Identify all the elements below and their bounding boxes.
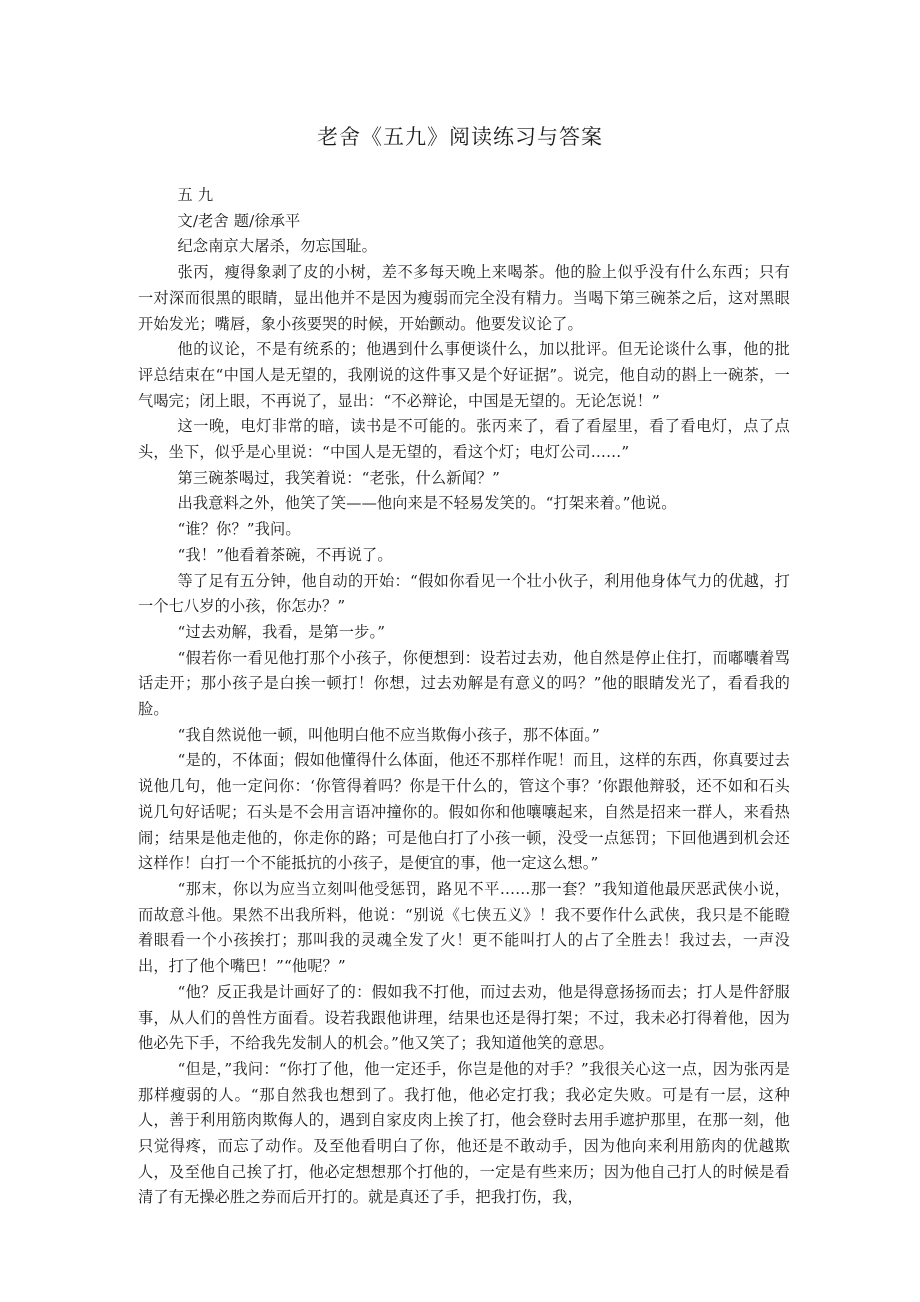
- paragraph: 这一晚，电灯非常的暗，读书是不可能的。张丙来了，看了看屋里，看了看电灯，点了点头，坐下，似乎是心里说：“中国人是无望的，看这个灯；电灯公司……”: [138, 417, 790, 462]
- paragraph: 等了足有五分钟，他自动的开始：“假如你看见一个壮小伙子，利用他身体气力的优越，打一个七八岁的小孩，你怎办？”: [138, 571, 790, 616]
- paragraph: “是的，不体面；假如他懂得什么体面，他还不那样作呢！而且，这样的东西，你真要过去说他几句，他一定问你：‘你管得着吗？你是干什么的，管这个事？’你跟他辩驳，还不如和石头说几句好话呢；石头是不会用言语冲撞你的。假如你和他嚷嚷起来，自然是招来一群人，来看热闹；结果是他走他的，你走你的路；可是他白打了小孩一顿，没受一点惩罚；下回他遇到机会还这样作！白打一个不能抵抗的小孩子，是便宜的事，他一定这么想。”: [138, 751, 790, 873]
- paragraph: “谁？你？”我问。: [177, 520, 301, 539]
- essay-byline: 文/老舍 题/徐承平: [177, 211, 301, 230]
- paragraph: 张丙，瘦得象剥了皮的小树，差不多每天晚上来喝茶。他的脸上似乎没有什么东西；只有一对深而很黑的眼睛，显出他并不是因为瘦弱而完全没有精力。当喝下第三碗茶之后，这对黑眼开始发光；嘴唇，象小孩要哭的时候，开始颤动。他要发议论了。: [138, 263, 790, 333]
- paragraph: 第三碗茶喝过，我笑着说：“老张，什么新闻？”: [177, 468, 501, 487]
- paragraph: “过去劝解，我看，是第一步。”: [177, 622, 386, 641]
- essay-dedication: 纪念南京大屠杀，勿忘国耻。: [177, 237, 377, 256]
- paragraph: 他的议论，不是有统系的；他遇到什么事便谈什么，加以批评。但无论谈什么事，他的批评总结束在“中国人是无望的，我刚说的这件事又是个好证据”。说完，他自动的斟上一碗茶，一气喝完；闭上眼，不再说了，显出：“不必辩论，中国是无望的。无论怎说！”: [138, 340, 790, 410]
- paragraph: “我自然说他一顿，叫他明白他不应当欺侮小孩子，那不体面。”: [177, 725, 600, 744]
- essay-heading: 五 九: [177, 186, 214, 204]
- paragraph: “但是，”我问：“你打了他，他一定还手，你岂是他的对手？”我很关心这一点，因为张丙是那样瘦弱的人。“那自然我也想到了。我打他，他必定打我；我必定失败。可是有一层，这种人，善于利用筋肉欺侮人的，遇到自家皮肉上挨了打，他会登时去用手遮护那里，在那一刻，他只觉得疼，而忘了动作。及至他看明白了你，他还是不敢动手，因为他向来利用筋肉的优越欺人，及至他自己挨了打，他必定想想那个打他的，一定是有些来历；因为他自己打人的时候是看清了有无操必胜之券而后开打的。就是真还了手，把我打伤，我，: [138, 1059, 790, 1207]
- paragraph: “假若你一看见他打那个小孩子，你便想到：设若过去劝，他自然是停止住打，而嘟囔着骂话走开；那小孩子是白挨一顿打！你想，过去劝解是有意义的吗？”他的眼睛发光了，看看我的脸。: [138, 648, 790, 719]
- paragraph: “那末，你以为应当立刻叫他受惩罚，路见不平……那一套？”我知道他最厌恶武侠小说，而故意斗他。果然不出我所料，他说：“别说《七侠五义》！我不要作什么武侠，我只是不能瞪着眼看一个小孩挨打；那叫我的灵魂全发了火！更不能叫打人的占了全胜去！我过去，一声没出，打了他个嘴巴！”“他呢？”: [138, 879, 790, 976]
- paragraph: “我！”他看着茶碗，不再说了。: [177, 545, 393, 564]
- document-body: [138, 183, 790, 1211]
- paragraph: “他？反正我是计画好了的：假如我不打他，而过去劝，他是得意扬扬而去；打人是件舒服事，从人们的兽性方面看。设若我跟他讲理，结果也还是得打架；不过，我未必打得着他，因为他必先下手，不给我先发制人的机会。”他又笑了；我知道他笑的意思。: [138, 982, 790, 1053]
- document-title: 老舍《五九》阅读练习与答案: [317, 125, 603, 149]
- paragraph: 出我意料之外，他笑了笑——他向来是不轻易发笑的。“打架来着。”他说。: [177, 494, 677, 513]
